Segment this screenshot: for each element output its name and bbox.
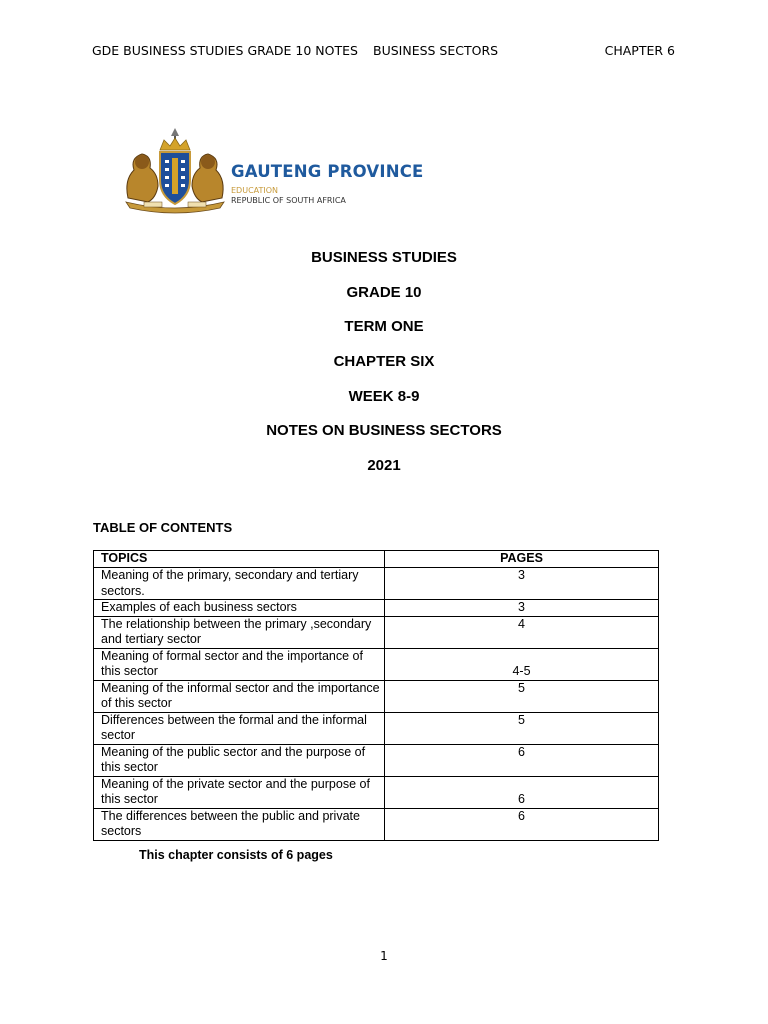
table-row — [94, 680, 659, 712]
header-left: GDE BUSINESS STUDIES GRADE 10 NOTES — [92, 43, 358, 58]
gauteng-logo — [120, 128, 424, 214]
toc-topic: The differences between the public and private sectors — [94, 808, 385, 840]
page-number: 1 — [380, 949, 388, 963]
toc-topic: Meaning of the primary, secondary and tertiary sectors. — [94, 568, 385, 600]
title-chapter: CHAPTER SIX — [333, 353, 435, 370]
toc-pages: 4-5 — [385, 648, 659, 680]
title-term: TERM ONE — [344, 318, 424, 335]
toc-pages: 4 — [385, 616, 659, 648]
chapter-note: This chapter consists of 6 pages — [139, 848, 333, 862]
logo-country: REPUBLIC OF SOUTH AFRICA — [231, 196, 346, 205]
toc-col-pages: PAGES — [385, 551, 659, 568]
table-row — [94, 616, 659, 648]
toc-topic: Differences between the formal and the informal sector — [94, 712, 385, 744]
table-row — [94, 712, 659, 744]
title-year: 2021 — [367, 457, 401, 474]
toc-topic: Meaning of formal sector and the importance of this sector — [94, 648, 385, 680]
table-row — [94, 600, 659, 617]
toc-topic: Meaning of the informal sector and the importance of this sector — [94, 680, 385, 712]
coat-of-arms-icon — [120, 128, 230, 214]
toc-pages: 3 — [385, 600, 659, 617]
table-row — [94, 776, 659, 808]
table-row — [94, 568, 659, 600]
toc-col-topics: TOPICS — [94, 551, 385, 568]
toc-pages: 6 — [385, 744, 659, 776]
toc-heading: TABLE OF CONTENTS — [93, 520, 233, 535]
toc-topic: Meaning of the public sector and the purpose of this sector — [94, 744, 385, 776]
toc-table — [93, 550, 659, 841]
toc-pages: 5 — [385, 712, 659, 744]
toc-pages: 6 — [385, 776, 659, 808]
table-row — [94, 808, 659, 840]
logo-province-name: GAUTENG PROVINCE — [231, 162, 424, 181]
toc-topic: Meaning of the private sector and the purpose of this sector — [94, 776, 385, 808]
logo-department: EDUCATION — [231, 186, 279, 195]
title-grade: GRADE 10 — [346, 284, 422, 301]
toc-pages: 5 — [385, 680, 659, 712]
header-center: BUSINESS SECTORS — [373, 43, 499, 58]
table-row — [94, 744, 659, 776]
title-week: WEEK 8-9 — [348, 388, 420, 405]
toc-header-row — [94, 551, 659, 568]
toc-topic: Examples of each business sectors — [94, 600, 385, 617]
title-subject: BUSINESS STUDIES — [311, 249, 457, 266]
toc-pages: 3 — [385, 568, 659, 600]
header-right: CHAPTER 6 — [604, 43, 675, 58]
toc-pages: 6 — [385, 808, 659, 840]
title-notes: NOTES ON BUSINESS SECTORS — [266, 422, 502, 439]
table-row — [94, 648, 659, 680]
toc-topic: The relationship between the primary ,secondary and tertiary sector — [94, 616, 385, 648]
